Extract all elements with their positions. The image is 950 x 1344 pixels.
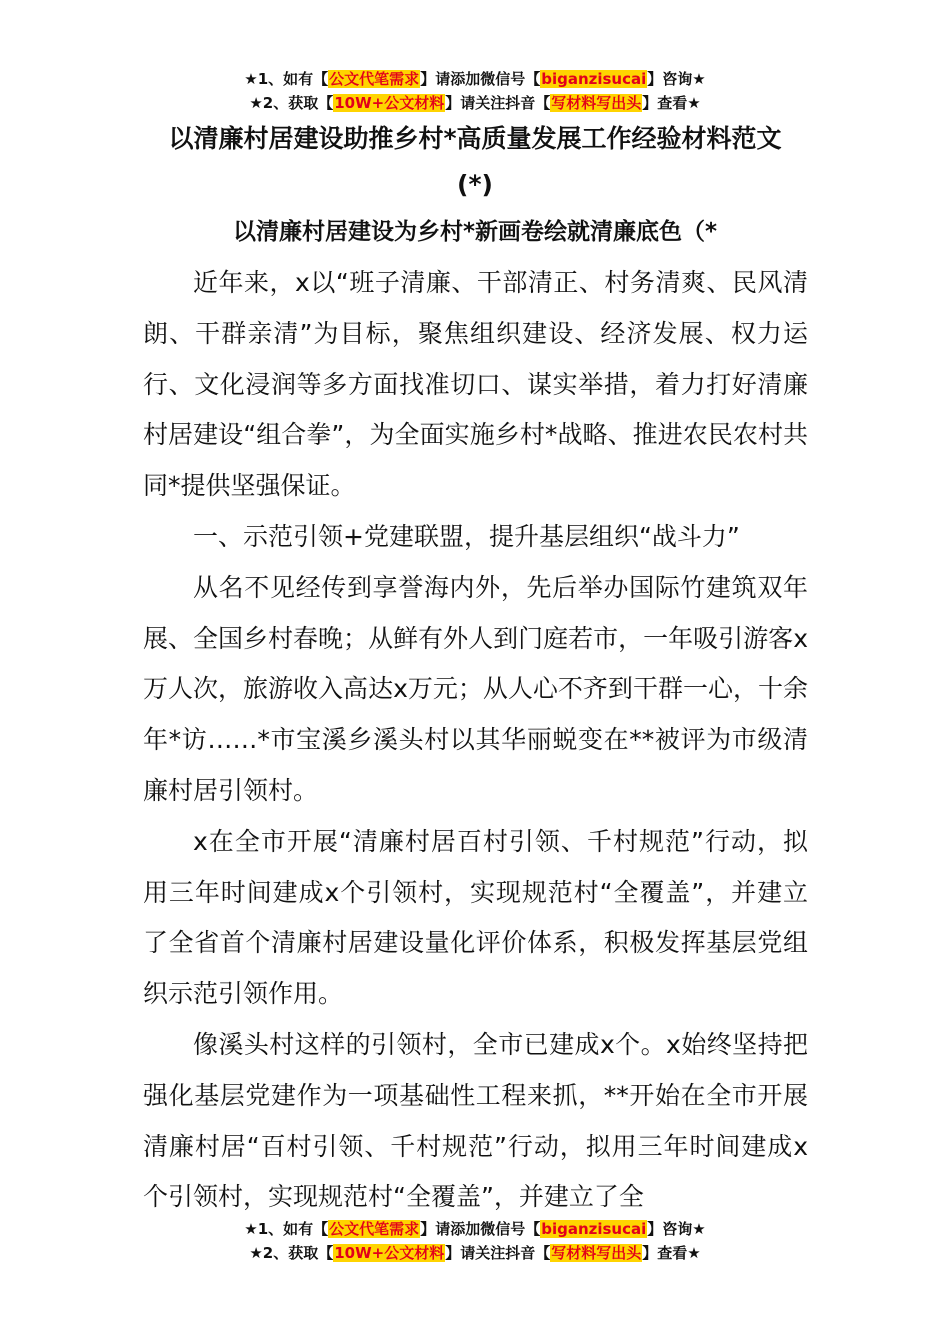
promo-line-1-suffix: 】咨询★ [647,70,706,88]
promo-line-1-suffix: 】咨询★ [647,1220,706,1238]
promo-line-2-prefix: ★2、获取【 [249,1244,334,1262]
promo-line-1-middle: 】请添加微信号【 [420,70,541,88]
document-subtitle: 以清廉村居建设为乡村*新画卷绘就清廉底色（* [232,219,718,245]
promo-line-1-prefix: ★1、如有【 [244,70,329,88]
document-body [143,258,808,1223]
promo-highlight-douyin: 写材料写出头 [551,1244,642,1262]
promo-line-1-middle: 】请添加微信号【 [420,1220,541,1238]
paragraph-intro: 近年来，x以“班子清廉、干部清正、村务清爽、民风清朗、干群亲清”为目标，聚焦组织建设、经济发展、权力运行、文化浸润等多方面找准切口、谋实举措，着力打好清廉村居建设“组合拳”，为全面实施乡村*战略、推进农民农村共同*提供坚强保证。 [143,268,808,501]
promo-highlight-materials: 10W+公文材料 [334,94,445,112]
document-title-suffix: (*) [457,170,493,199]
document-title: 以清廉村居建设助推乡村*高质量发展工作经验材料范文 [168,124,782,153]
paragraph-xitou-village: 从名不见经传到享誉海内外，先后举办国际竹建筑双年展、全国乡村春晚；从鲜有外人到门庭若市，一年吸引游客x万人次，旅游收入高达x万元；从人心不齐到干群一心，十余年*访……*市宝溪乡溪头村以其华丽蜕变在**被评为市级清廉村居引领村。 [143,572,808,805]
promo-highlight-materials: 10W+公文材料 [334,1244,445,1262]
promo-line-2 [0,91,950,115]
promo-line-1 [0,67,950,91]
promo-line-1-bottom [0,1217,950,1241]
promo-line-2-prefix: ★2、获取【 [249,94,334,112]
promo-highlight-wechat-id: biganzisucai [541,70,647,88]
promo-highlight-douyin: 写材料写出头 [551,94,642,112]
paragraph-party-building: 像溪头村这样的引领村，全市已建成x个。x始终坚持把强化基层党建作为一项基础性工程来抓，**开始在全市开展清廉村居“百村引领、千村规范”行动，拟用三年时间建成x个引领村，实现规范村“全覆盖”，并建立了全 [143,1029,808,1212]
promo-line-2-suffix: 】查看★ [642,94,701,112]
promo-line-2-suffix: 】查看★ [642,1244,701,1262]
promo-banner-bottom [0,1217,950,1265]
promo-line-2-middle: 】请关注抖音【 [445,94,551,112]
promo-line-1-prefix: ★1、如有【 [244,1220,329,1238]
promo-banner-top [0,67,950,115]
paragraph-city-initiative: x在全市开展“清廉村居百村引领、千村规范”行动，拟用三年时间建成x个引领村，实现规范村“全覆盖”，并建立了全省首个清廉村居建设量化评价体系，积极发挥基层党组织示范引领作用。 [143,826,808,1009]
promo-highlight-writing-service: 公文代笔需求 [329,70,420,88]
promo-line-2-middle: 】请关注抖音【 [445,1244,551,1262]
section-heading-1: 一、示范引领+党建联盟，提升基层组织“战斗力” [193,521,740,551]
promo-line-2-bottom [0,1241,950,1265]
promo-highlight-wechat-id: biganzisucai [541,1220,647,1238]
promo-highlight-writing-service: 公文代笔需求 [329,1220,420,1238]
